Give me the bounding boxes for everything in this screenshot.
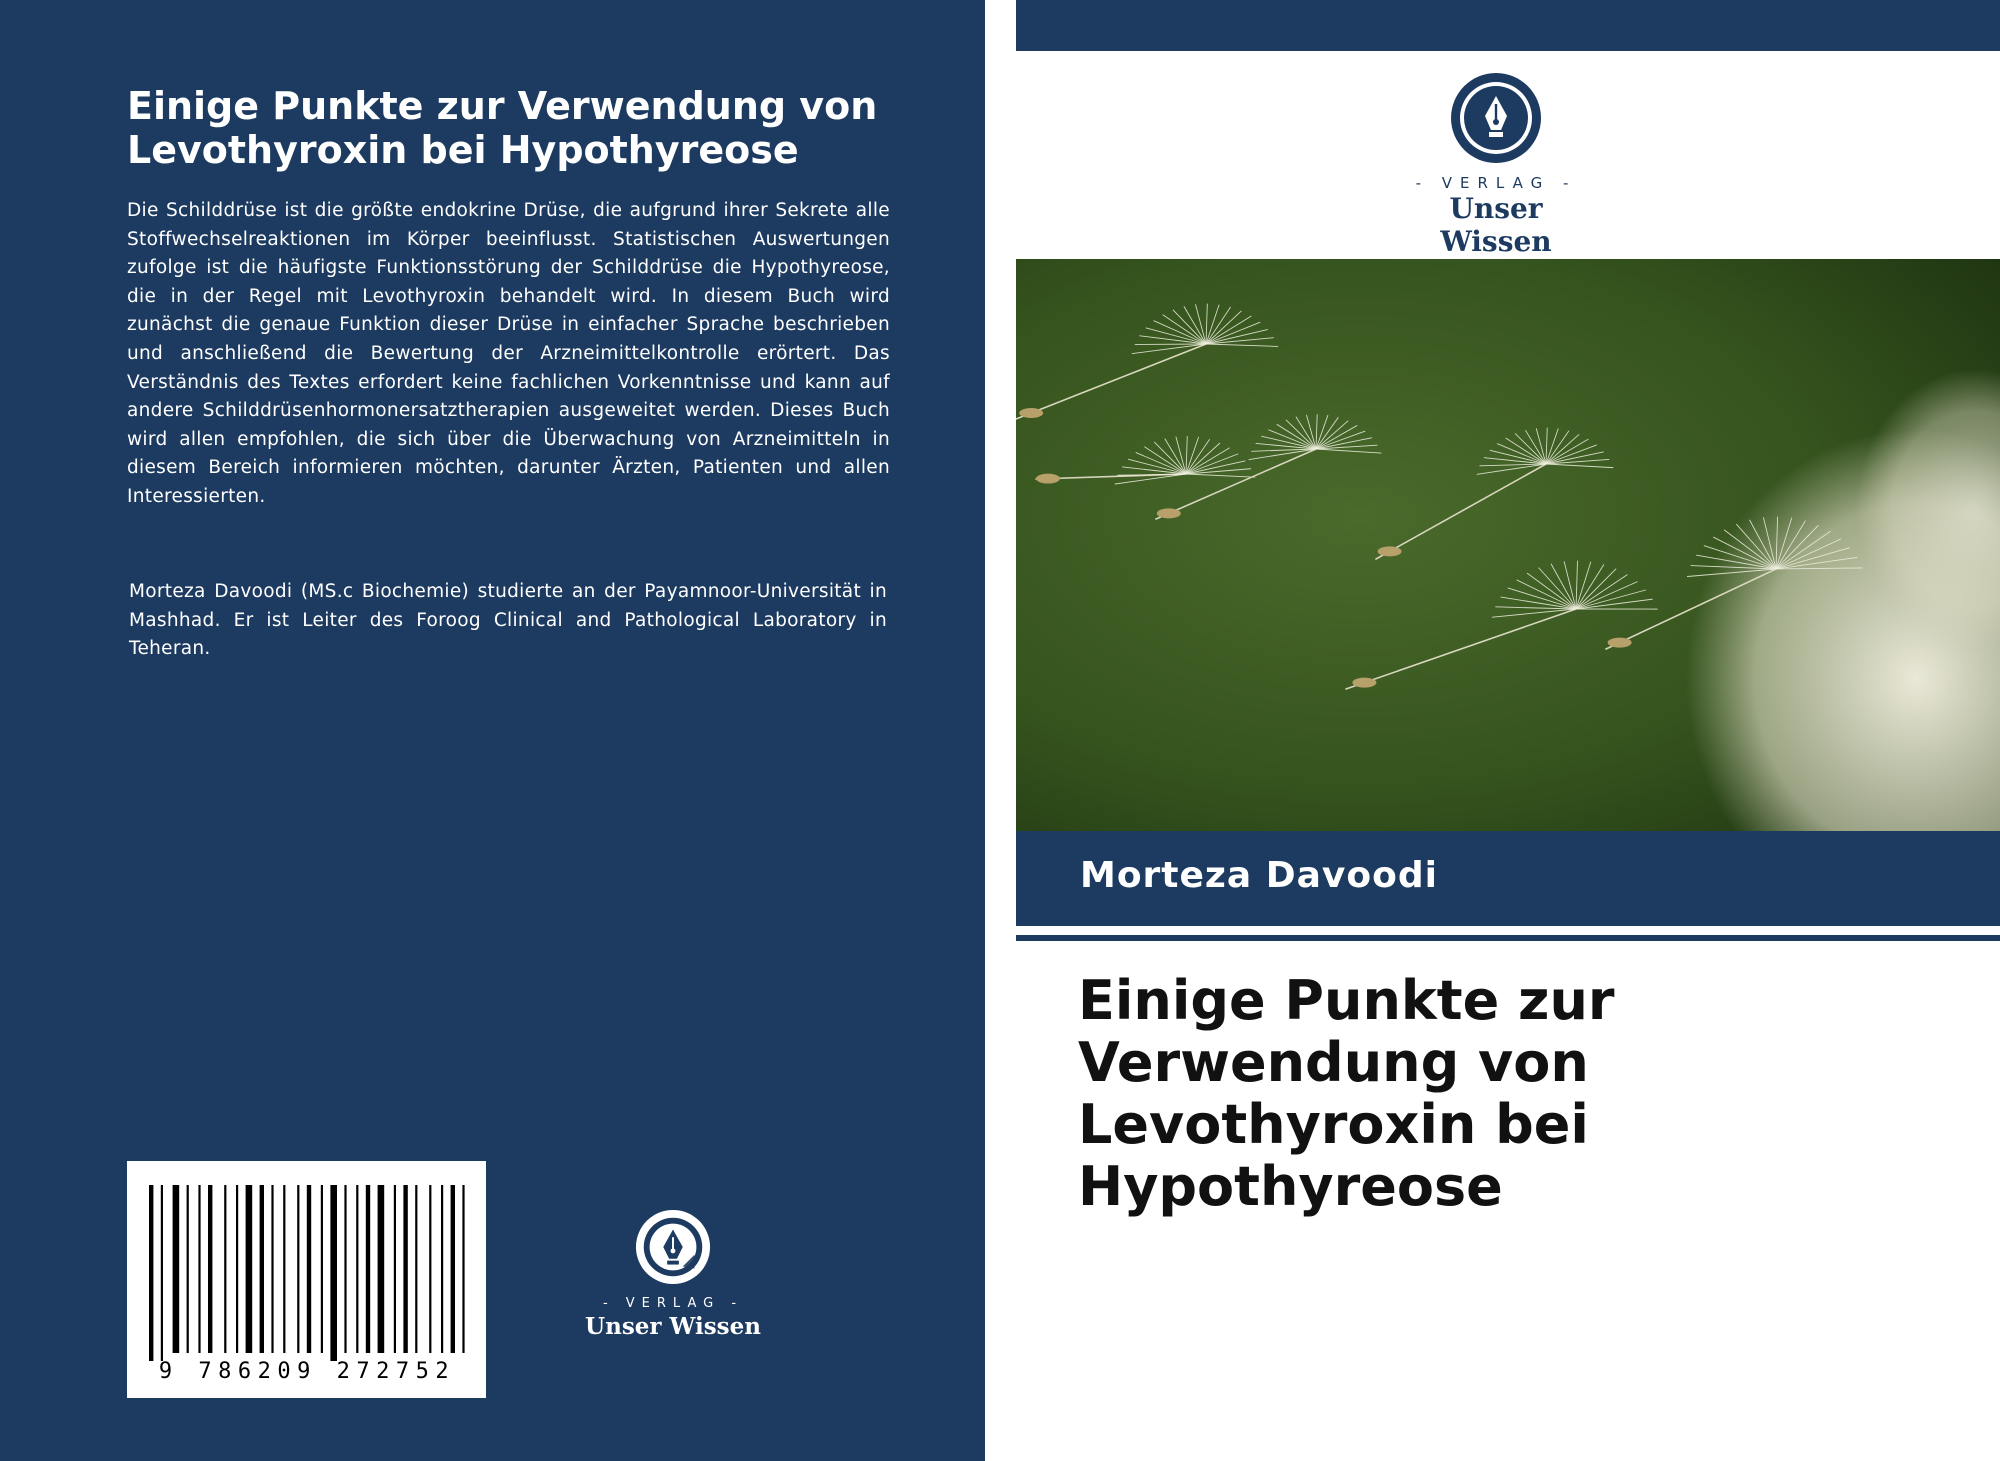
front-top-bar — [1016, 0, 2000, 51]
front-logo-brand: Unser Wissen — [1440, 192, 1552, 258]
fountain-pen-seal-icon — [634, 1208, 712, 1286]
author-name: Morteza Davoodi — [1080, 855, 1438, 896]
back-publisher-logo — [578, 1208, 768, 1340]
author-bio: Morteza Davoodi (MS.c Biochemie) studierte an der Payamnoor-Universität in Mashhad. Er ist Leiter des Foroog Clinical and Pathological Laboratory in Teheran. — [129, 581, 887, 660]
isbn-number: 9 786209 272752 — [158, 1359, 456, 1384]
front-publisher-logo — [1396, 72, 1596, 258]
back-cover-title: Einige Punkte zur Verwendung von Levothyroxin bei Hypothyreose — [127, 84, 878, 172]
author-bar — [1016, 831, 2000, 926]
isbn-barcode — [127, 1161, 486, 1398]
front-cover-title: Einige Punkte zur Verwendung von Levothyroxin bei Hypothyreose — [1078, 969, 1615, 1218]
back-cover — [0, 0, 985, 1461]
back-logo-verlag: - VERLAG - — [602, 1296, 744, 1311]
fountain-pen-seal-icon — [1450, 72, 1542, 164]
back-cover-blurb: Die Schilddrüse ist die größte endokrine Drüse, die aufgrund ihrer Sekrete alle Stoffwechselreaktionen im Körper beeinflusst. Statistischen Auswertungen zufolge ist die häufigste Funktionsstörung der Schilddrüse die Hypothyreose, die in der Regel mit Levothyroxin behandelt wird. In diesem Buch wird zunächst die genaue Funktion dieser Drüse in einfacher Sprache beschrieben und anschließend die Bewertung der Arzneimittelkontrolle erörtert. Das Verständnis des Textes erfordert keine fachlichen Vorkenntnisse und kann auf andere Schilddrüsenhormonersatztherapien ausgeweitet werden. Dieses Buch wird allen empfohlen, die sich über die Überwachung von Arzneimitteln in diesem Bereich informieren möchten, darunter Ärzten, Patienten und allen Interessierten. — [127, 200, 890, 507]
dandelion-seeds-image — [1016, 259, 2000, 831]
divider-rule — [1016, 935, 2000, 941]
back-logo-brand: Unser Wissen — [585, 1313, 761, 1340]
front-logo-verlag: - VERLAG - — [1415, 174, 1577, 192]
barcode-icon — [127, 1161, 486, 1361]
